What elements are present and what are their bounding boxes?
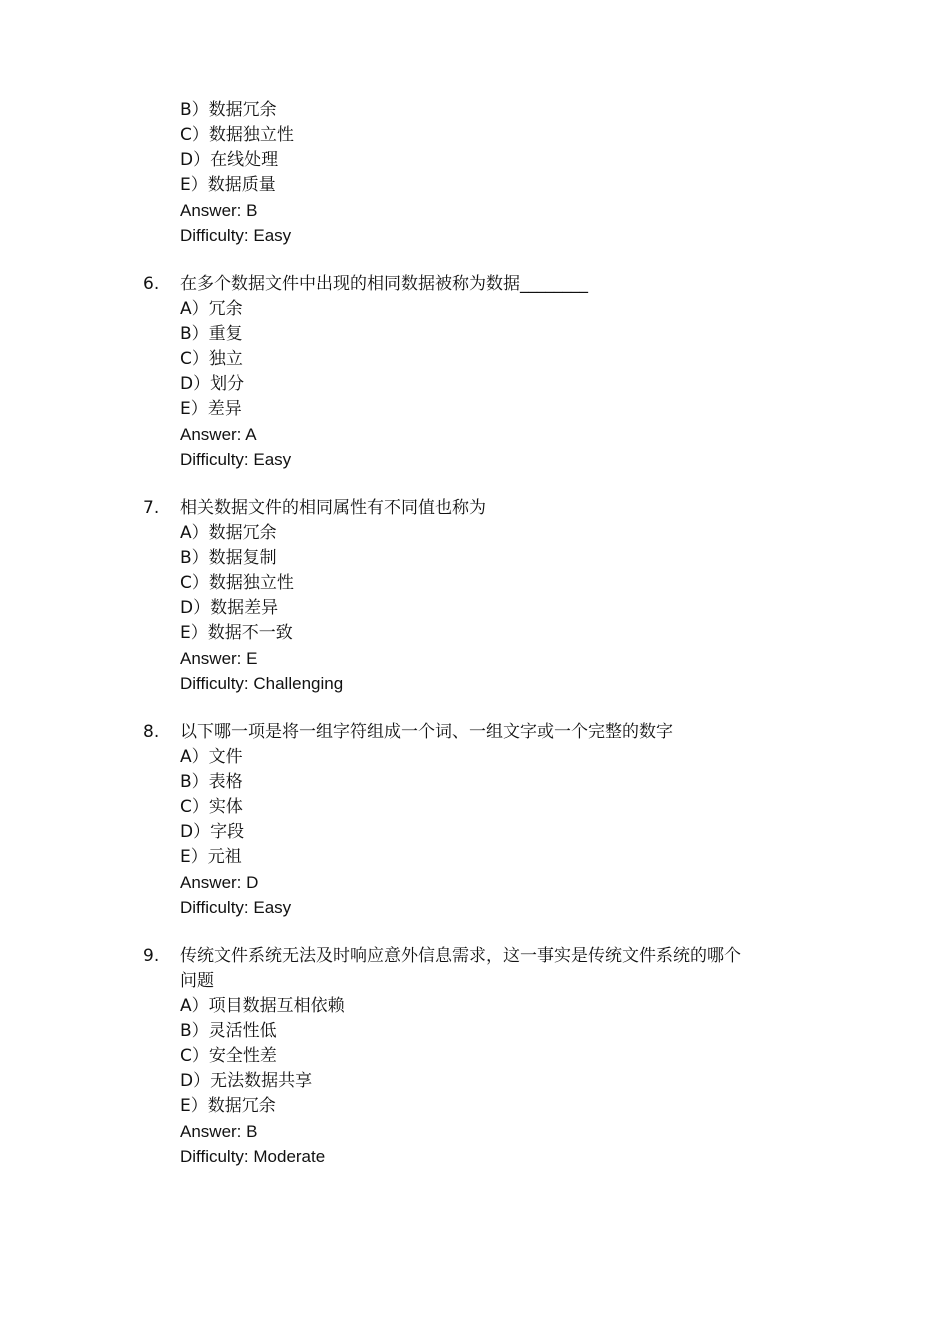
option-e: E）差异	[180, 399, 242, 419]
question-number: 9.	[143, 946, 160, 966]
option-d: D）字段	[180, 822, 245, 842]
question-text: 在多个数据文件中出现的相同数据被称为数据________	[180, 274, 588, 294]
option-b: B）数据冗余	[180, 100, 277, 120]
option-e: E）数据不一致	[180, 623, 293, 643]
question-text: 相关数据文件的相同属性有不同值也称为	[180, 498, 486, 518]
option-b: B）灵活性低	[180, 1021, 277, 1041]
option-e: E）数据质量	[180, 175, 276, 195]
option-d: D）数据差异	[180, 598, 279, 618]
option-d: D）无法数据共享	[180, 1071, 313, 1091]
answer-line: Answer: E	[180, 649, 258, 668]
question-number: 8.	[143, 722, 160, 742]
question-text: 传统文件系统无法及时响应意外信息需求，这一事实是传统文件系统的哪个	[180, 946, 741, 966]
answer-line: Answer: B	[180, 1122, 258, 1141]
question-number: 7.	[143, 498, 160, 518]
answer-line: Answer: D	[180, 873, 259, 892]
option-a: A）数据冗余	[180, 523, 277, 543]
difficulty-line: Difficulty: Easy	[180, 450, 292, 469]
option-a: A）冗余	[180, 299, 243, 319]
option-b: B）数据复制	[180, 548, 277, 568]
option-e: E）数据冗余	[180, 1096, 276, 1116]
option-c: C）独立	[180, 349, 243, 369]
question-text: 以下哪一项是将一组字符组成一个词、一组文字或一个完整的数字	[180, 722, 673, 742]
difficulty-line: Difficulty: Easy	[180, 898, 292, 917]
option-c: C）实体	[180, 797, 243, 817]
option-a: A）项目数据互相依赖	[180, 996, 345, 1016]
difficulty-line: Difficulty: Challenging	[180, 674, 344, 693]
question-text-continued: 问题	[180, 971, 214, 991]
question-number: 6.	[143, 274, 160, 294]
answer-line: Answer: B	[180, 201, 258, 220]
option-c: C）数据独立性	[180, 125, 294, 145]
option-d: D）划分	[180, 374, 245, 394]
option-a: A）文件	[180, 747, 243, 767]
difficulty-line: Difficulty: Moderate	[180, 1147, 326, 1166]
option-b: B）重复	[180, 324, 243, 344]
difficulty-line: Difficulty: Easy	[180, 226, 292, 245]
option-d: D）在线处理	[180, 150, 279, 170]
option-c: C）数据独立性	[180, 573, 294, 593]
option-e: E）元祖	[180, 847, 242, 867]
option-c: C）安全性差	[180, 1046, 277, 1066]
option-b: B）表格	[180, 772, 243, 792]
answer-line: Answer: A	[180, 425, 257, 444]
